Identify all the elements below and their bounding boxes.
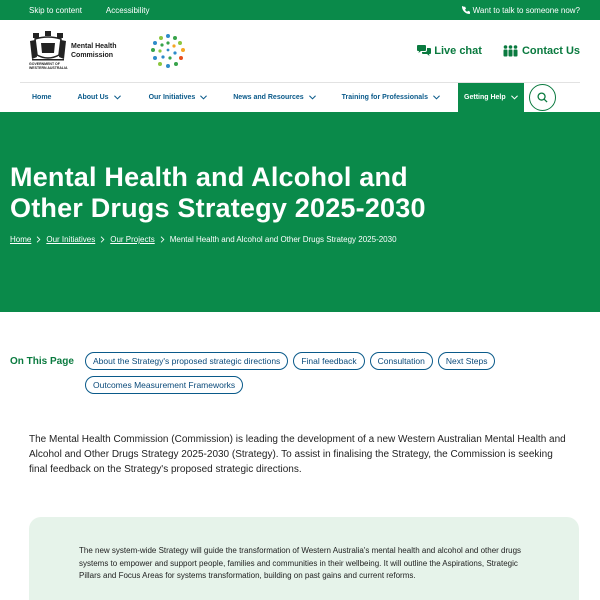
skip-to-content-link[interactable]: Skip to content — [29, 5, 82, 15]
gov-line-2: WESTERN AUSTRALIA — [29, 66, 68, 70]
talk-link-label: Want to talk to someone now? — [472, 5, 580, 15]
on-this-page-label: On This Page — [10, 356, 74, 367]
wa-government-crest-icon — [29, 31, 67, 71]
nav-item-our-initiatives[interactable] — [133, 83, 220, 112]
utility-bar — [0, 0, 600, 20]
breadcrumb-home[interactable]: Home — [10, 235, 32, 244]
chevron-down-icon — [114, 95, 121, 100]
org-name-line-1: Mental Health — [71, 43, 117, 50]
live-chat-label: Live chat — [434, 45, 482, 57]
nav-item-news-and-resources[interactable] — [219, 83, 327, 112]
org-name-line-2: Commission — [71, 52, 114, 59]
commission-dots-logo-icon — [149, 32, 187, 70]
phone-icon — [462, 6, 470, 14]
live-chat-button[interactable] — [417, 45, 482, 57]
on-this-page-nav — [10, 352, 590, 394]
search-icon — [537, 92, 548, 103]
chevron-right-icon — [100, 236, 105, 243]
chevron-down-icon — [433, 95, 440, 100]
main-navigation — [20, 82, 580, 112]
otp-link-about-strategy[interactable]: About the Strategy's proposed strategic directions — [85, 352, 288, 370]
site-header — [0, 20, 600, 82]
chevron-down-icon — [309, 95, 316, 100]
page-title: Mental Health and Alcohol and Other Drugs Strategy 2025-2030 — [10, 162, 426, 223]
contact-us-button[interactable] — [502, 45, 580, 57]
contact-us-label: Contact Us — [521, 45, 580, 57]
site-logo[interactable] — [29, 31, 187, 71]
nav-label: News and Resources — [233, 94, 304, 101]
intro-paragraph: The Mental Health Commission (Commission) is leading the development of a new Western Australian Mental Health and Alcohol and Other Drugs Strategy 2025-2030 (Strategy). To assist in finalising the Strategy, the Commission is seeking final feedback on the Strategy's proposed strategic directions. — [29, 434, 566, 475]
gov-line-1: GOVERNMENT OF — [29, 62, 60, 66]
breadcrumb-our-projects[interactable]: Our Projects — [110, 235, 155, 244]
otp-link-outcomes-measurement[interactable]: Outcomes Measurement Frameworks — [85, 376, 243, 394]
info-panel-text: The new system-wide Strategy will guide the transformation of Western Australia's mental health and alcohol and other drugs systems to empower and support people, families and communities in their wellbeing. It will outline the Aspirations, Strategic Pillars and Focus Areas for systems transformation, building on past gains and current reforms. — [79, 546, 522, 580]
nav-item-about-us[interactable] — [63, 83, 132, 112]
page-hero — [0, 112, 600, 312]
otp-link-final-feedback[interactable]: Final feedback — [293, 352, 364, 370]
nav-item-home[interactable] — [20, 83, 63, 112]
nav-label: Our Initiatives — [148, 94, 196, 101]
nav-label: Training for Professionals — [341, 94, 429, 101]
chat-bubbles-icon — [417, 45, 431, 57]
otp-link-next-steps[interactable]: Next Steps — [438, 352, 496, 370]
otp-link-consultation[interactable]: Consultation — [370, 352, 433, 370]
org-name — [71, 42, 129, 60]
chevron-right-icon — [160, 236, 165, 243]
people-group-icon — [502, 45, 519, 57]
info-panel — [29, 517, 579, 600]
nav-item-getting-help[interactable] — [458, 83, 524, 112]
chevron-down-icon — [511, 95, 518, 100]
breadcrumb — [10, 235, 590, 244]
search-button[interactable] — [529, 84, 556, 111]
nav-label: Getting Help — [464, 94, 506, 101]
nav-item-training-for-professionals[interactable] — [328, 83, 452, 112]
breadcrumb-our-initiatives[interactable]: Our Initiatives — [46, 235, 96, 244]
nav-label: Home — [32, 94, 52, 101]
chevron-down-icon — [200, 95, 207, 100]
breadcrumb-current: Mental Health and Alcohol and Other Drugs Strategy 2025-2030 — [169, 235, 397, 244]
chevron-right-icon — [36, 236, 41, 243]
nav-label: About Us — [77, 94, 109, 101]
talk-to-someone-link[interactable] — [462, 6, 580, 15]
accessibility-link[interactable]: Accessibility — [105, 5, 150, 15]
